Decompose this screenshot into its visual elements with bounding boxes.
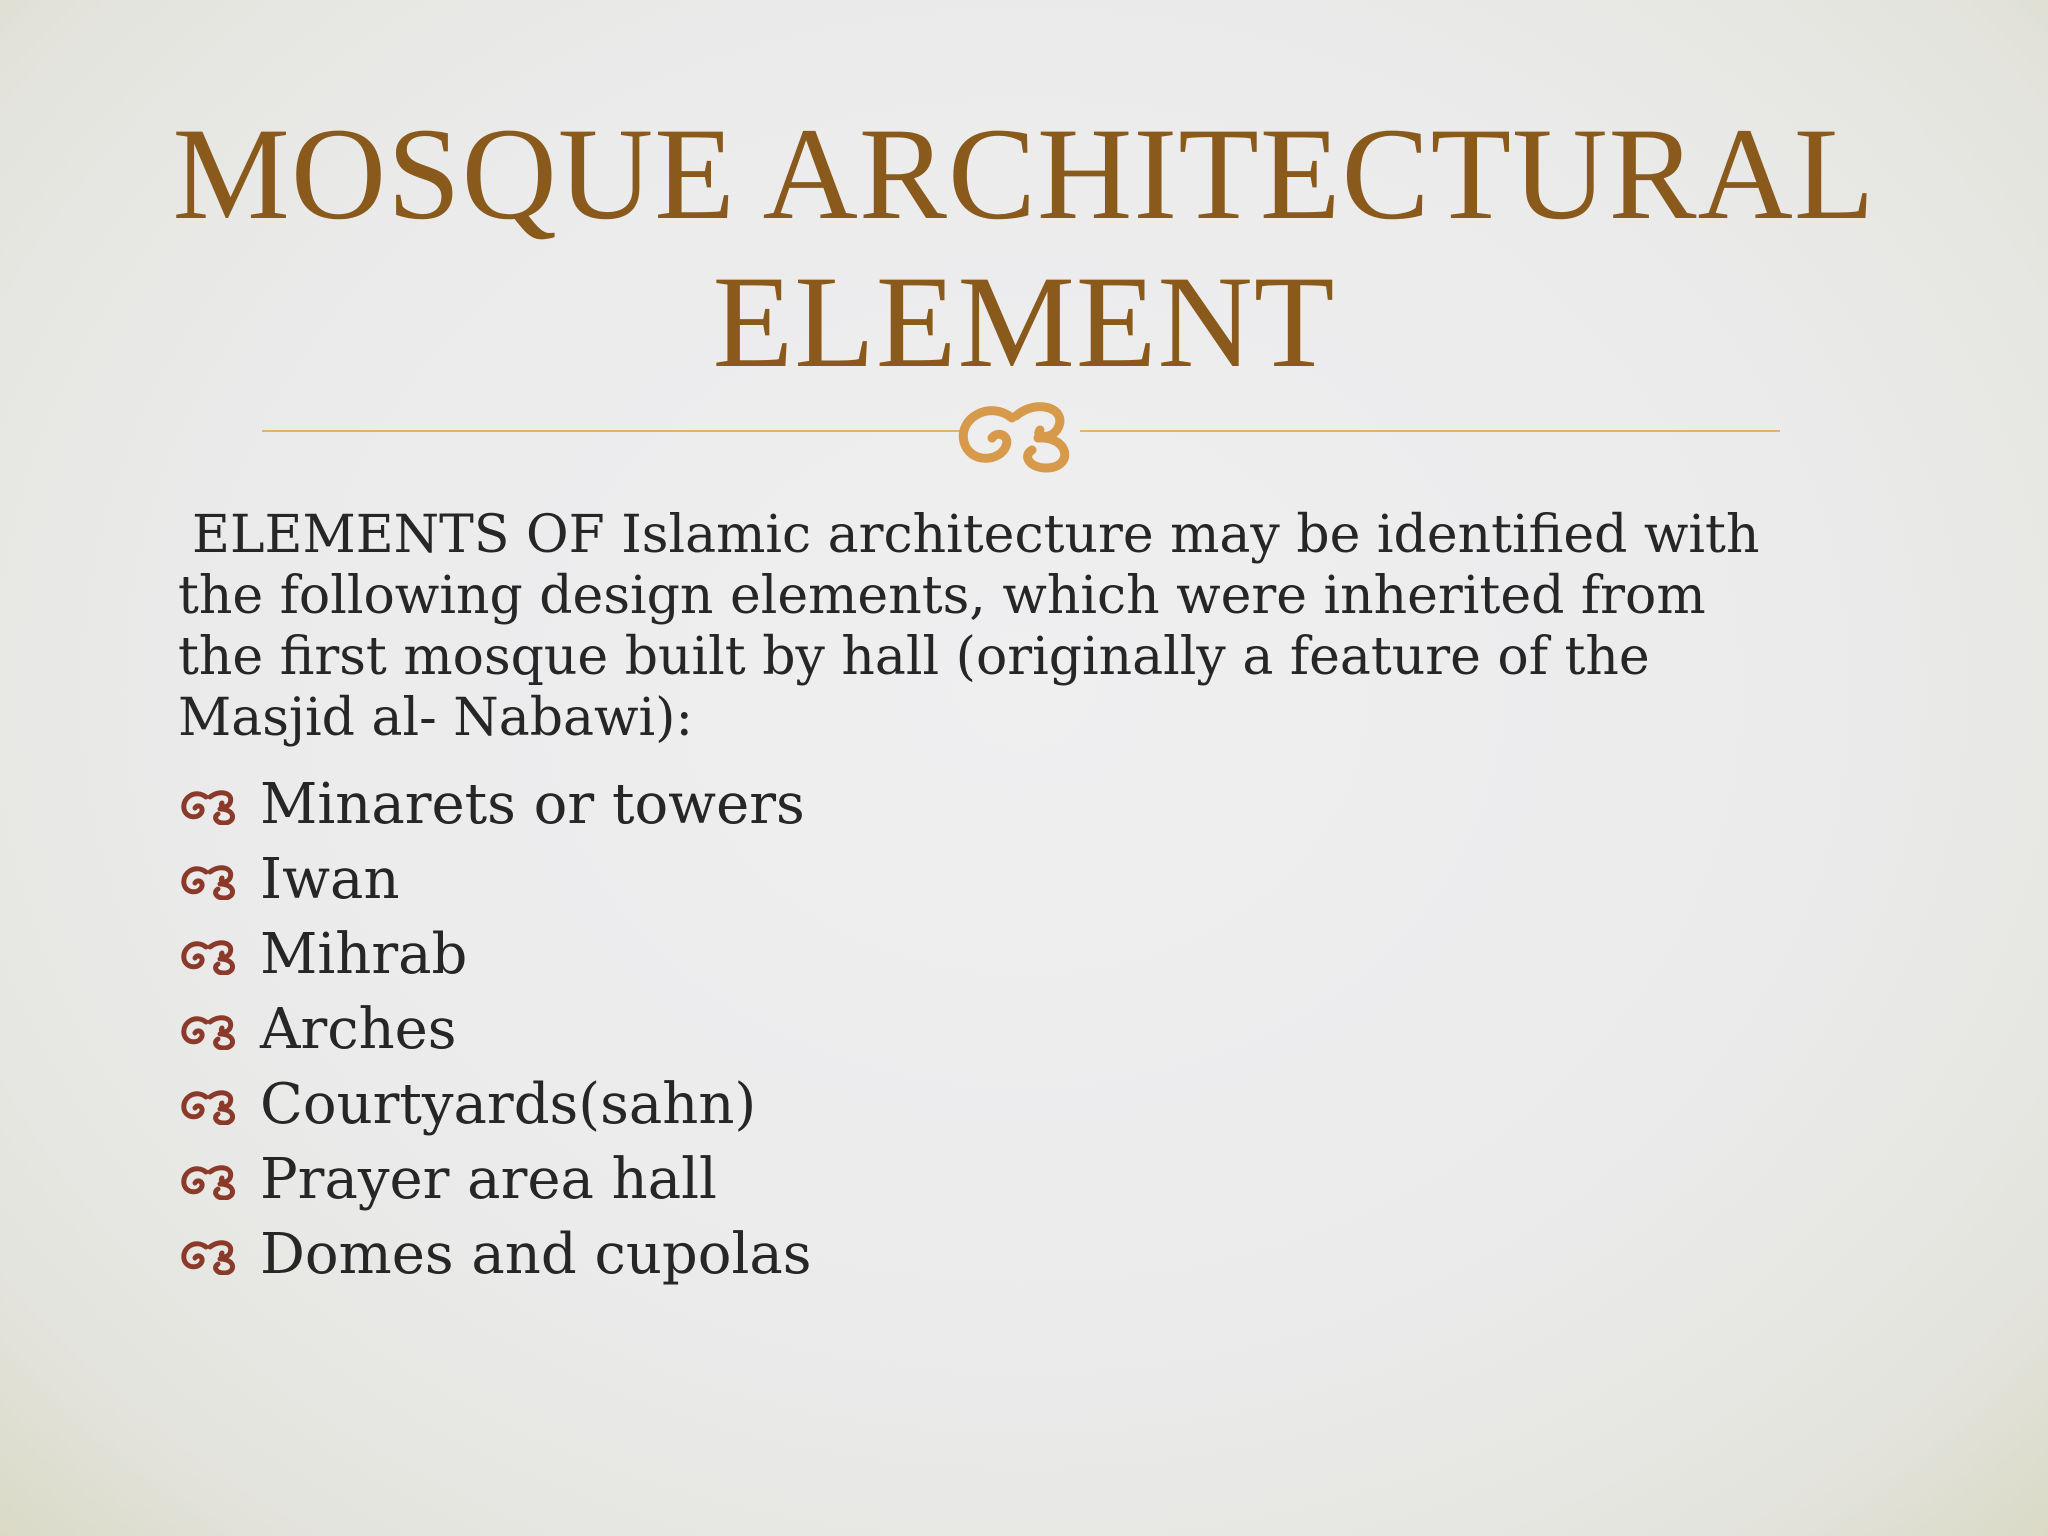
- elements-list: [178, 767, 1898, 1292]
- list-item-label: Courtyards(sahn): [260, 1072, 757, 1137]
- list-item: [178, 992, 1898, 1067]
- title-line-2: ELEMENT: [712, 248, 1336, 395]
- intro-line-4: Masjid al- Nabawi):: [178, 688, 693, 748]
- scroll-bullet-icon: [178, 860, 242, 900]
- scroll-bullet-icon: [178, 785, 242, 825]
- intro-paragraph: [178, 505, 1898, 749]
- list-item: [178, 767, 1898, 842]
- list-item-label: Mihrab: [260, 922, 468, 987]
- divider-rule-left: [262, 430, 962, 432]
- slide-content: [178, 505, 1898, 1292]
- list-item: [178, 842, 1898, 917]
- scroll-bullet-icon: [178, 1085, 242, 1125]
- intro-line-3: the first mosque built by hall (originally a feature of the: [178, 627, 1650, 687]
- scroll-bullet-icon: [178, 1160, 242, 1200]
- intro-line-1: ELEMENTS OF Islamic architecture may be identified with: [192, 505, 1760, 565]
- scroll-bullet-icon: [178, 935, 242, 975]
- list-item: [178, 1067, 1898, 1142]
- divider-rule-right: [1080, 430, 1780, 432]
- list-item-label: Iwan: [260, 847, 400, 912]
- list-item: [178, 1142, 1898, 1217]
- list-item-label: Prayer area hall: [260, 1147, 717, 1212]
- list-item-label: Minarets or towers: [260, 772, 805, 837]
- intro-line-2: the following design elements, which were inherited from: [178, 566, 1706, 626]
- list-item-label: Domes and cupolas: [260, 1222, 812, 1287]
- list-item-label: Arches: [260, 997, 457, 1062]
- scroll-bullet-icon: [178, 1235, 242, 1275]
- list-item: [178, 917, 1898, 992]
- scroll-bullet-icon: [178, 1010, 242, 1050]
- list-item: [178, 1217, 1898, 1292]
- slide-title: [100, 100, 1948, 396]
- scroll-ornament-icon: [950, 390, 1100, 480]
- title-line-1: MOSQUE ARCHITECTURAL: [172, 100, 1876, 247]
